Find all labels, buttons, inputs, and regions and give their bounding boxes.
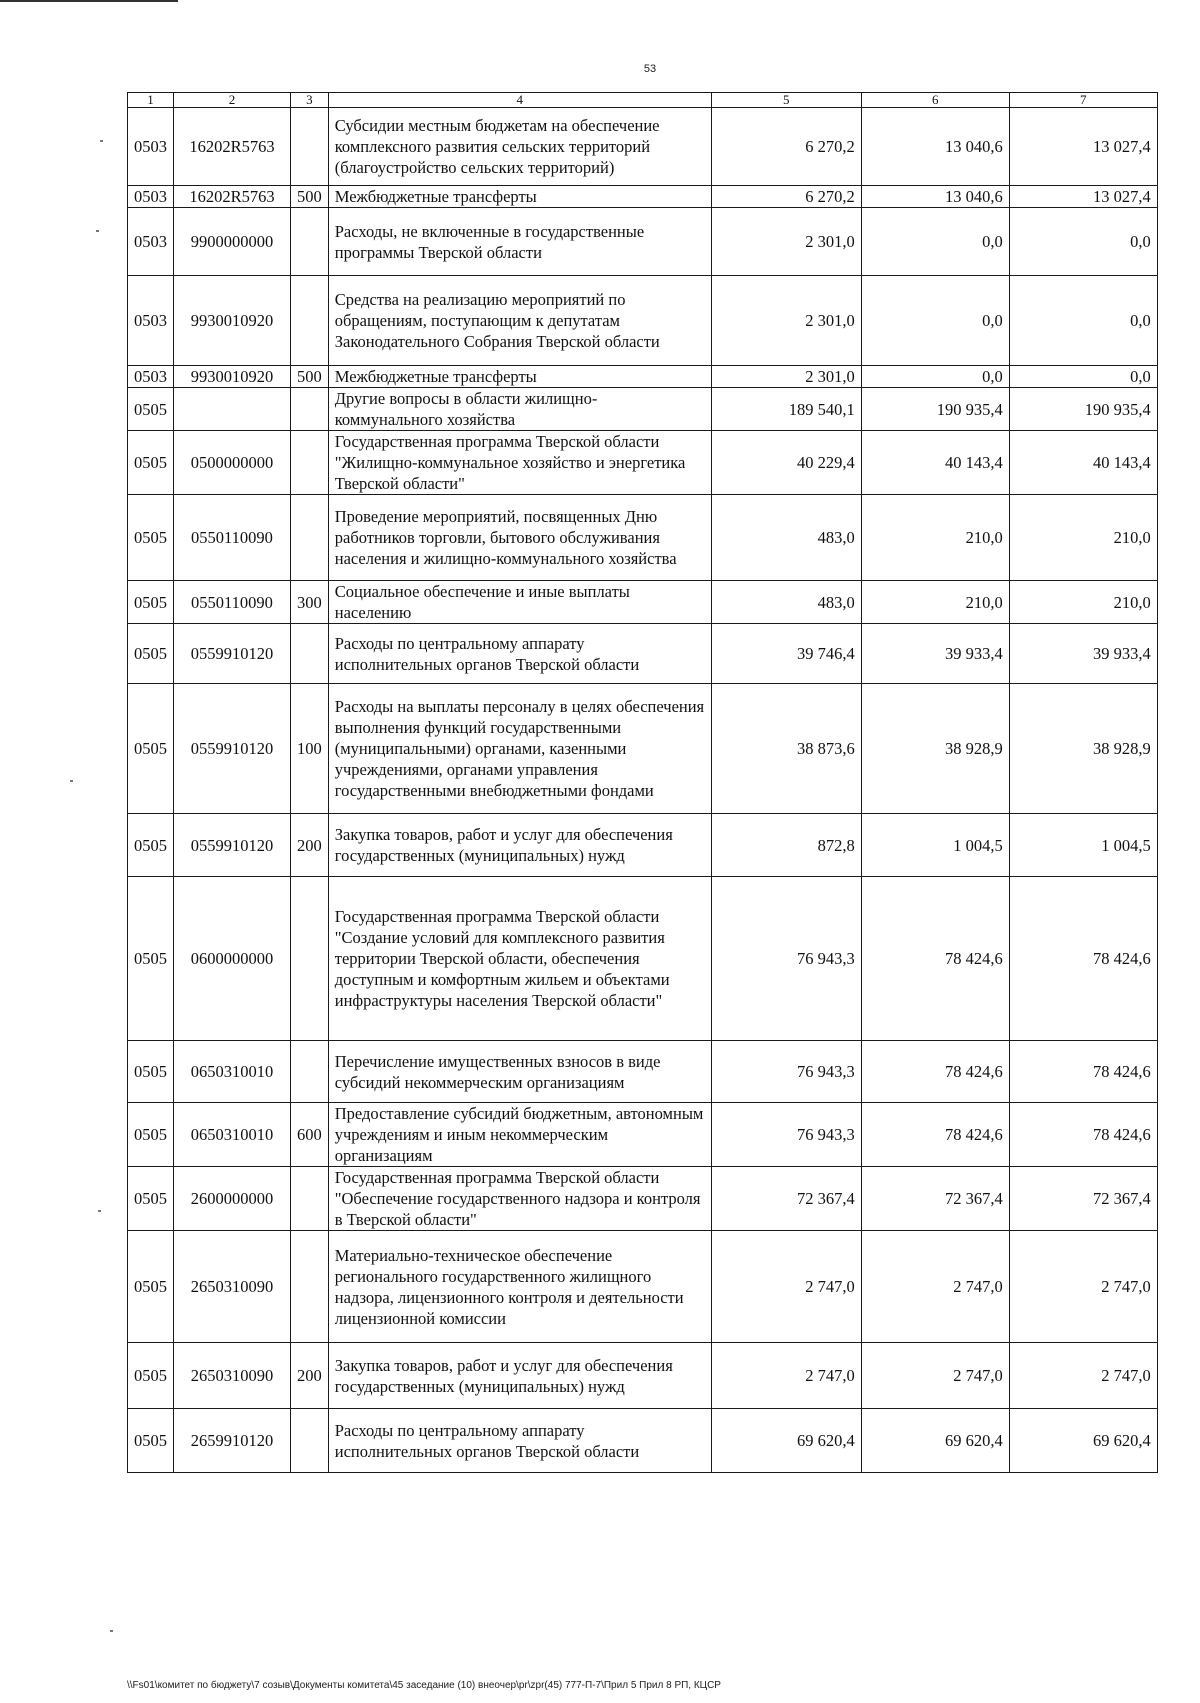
amount-col5-cell: 76 943,3 [711,1041,861,1103]
expense-type-cell [291,208,329,276]
description-cell: Субсидии местным бюджетам на обеспечение комплексного развития сельских территорий (благоустройство сельских территорий) [328,108,711,186]
target-article-cell: 0559910120 [174,624,291,684]
amount-col7-cell: 0,0 [1009,276,1157,366]
description-cell: Расходы, не включенные в государственные программы Тверской области [328,208,711,276]
target-article-cell: 0500000000 [174,431,291,495]
amount-col7-cell: 1 004,5 [1009,814,1157,877]
target-article-cell: 0559910120 [174,814,291,877]
amount-col6-cell: 13 040,6 [861,186,1009,208]
amount-col6-cell: 78 424,6 [861,1103,1009,1167]
target-article-cell: 0550110090 [174,495,291,581]
amount-col6-cell: 40 143,4 [861,431,1009,495]
description-cell: Закупка товаров, работ и услуг для обеспечения государственных (муниципальных) нужд [328,814,711,877]
expense-type-cell: 300 [291,581,329,624]
expense-type-cell [291,1041,329,1103]
section-code-cell: 0505 [128,581,174,624]
description-cell: Другие вопросы в области жилищно-коммунального хозяйства [328,388,711,431]
target-article-cell: 0650310010 [174,1103,291,1167]
table-row [128,388,1158,431]
table-row [128,208,1158,276]
column-header: 2 [174,93,291,108]
amount-col7-cell: 40 143,4 [1009,431,1157,495]
section-code-cell: 0505 [128,431,174,495]
target-article-cell: 0559910120 [174,684,291,814]
column-header: 3 [291,93,329,108]
amount-col7-cell: 0,0 [1009,208,1157,276]
expense-type-cell [291,624,329,684]
amount-col7-cell: 69 620,4 [1009,1409,1157,1473]
amount-col5-cell: 2 301,0 [711,276,861,366]
scan-speck [110,1630,113,1632]
description-cell: Расходы по центральному аппарату исполнительных органов Тверской области [328,1409,711,1473]
target-article-cell: 0650310010 [174,1041,291,1103]
amount-col7-cell: 2 747,0 [1009,1231,1157,1343]
table-row [128,495,1158,581]
amount-col7-cell: 0,0 [1009,366,1157,388]
section-code-cell: 0503 [128,366,174,388]
target-article-cell [174,388,291,431]
scan-speck [98,1210,101,1212]
amount-col7-cell: 78 424,6 [1009,1103,1157,1167]
section-code-cell: 0505 [128,1167,174,1231]
scan-speck [100,140,103,142]
table-row [128,1409,1158,1473]
amount-col6-cell: 2 747,0 [861,1343,1009,1409]
amount-col6-cell: 69 620,4 [861,1409,1009,1473]
amount-col5-cell: 69 620,4 [711,1409,861,1473]
description-cell: Материально-техническое обеспечение регионального государственного жилищного надзора, лицензионного контроля и деятельности лицензионной комиссии [328,1231,711,1343]
amount-col6-cell: 2 747,0 [861,1231,1009,1343]
description-cell: Предоставление субсидий бюджетным, автономным учреждениям и иным некоммерческим организациям [328,1103,711,1167]
amount-col5-cell: 189 540,1 [711,388,861,431]
amount-col6-cell: 1 004,5 [861,814,1009,877]
amount-col5-cell: 483,0 [711,495,861,581]
description-cell: Государственная программа Тверской области "Жилищно-коммунальное хозяйство и энергетика Тверской области" [328,431,711,495]
target-article-cell: 9900000000 [174,208,291,276]
expense-type-cell: 100 [291,684,329,814]
amount-col6-cell: 13 040,6 [861,108,1009,186]
amount-col7-cell: 13 027,4 [1009,186,1157,208]
column-header: 7 [1009,93,1157,108]
column-header: 6 [861,93,1009,108]
amount-col5-cell: 6 270,2 [711,108,861,186]
section-code-cell: 0505 [128,1041,174,1103]
scan-speck [70,780,73,782]
section-code-cell: 0503 [128,108,174,186]
section-code-cell: 0505 [128,877,174,1041]
description-cell: Государственная программа Тверской области "Создание условий для комплексного развития территории Тверской области, обеспечения доступным и комфортным жильем и объектами инфраструктуры населения Тверской области" [328,877,711,1041]
amount-col5-cell: 2 301,0 [711,208,861,276]
amount-col7-cell: 210,0 [1009,495,1157,581]
target-article-cell: 0600000000 [174,877,291,1041]
description-cell: Расходы на выплаты персоналу в целях обеспечения выполнения функций государственными (муниципальными) органами, казенными учреждениями, органами управления государственными внебюджетными фондами [328,684,711,814]
amount-col6-cell: 78 424,6 [861,877,1009,1041]
expense-type-cell [291,495,329,581]
amount-col5-cell: 72 367,4 [711,1167,861,1231]
amount-col6-cell: 0,0 [861,366,1009,388]
expense-type-cell [291,431,329,495]
amount-col5-cell: 2 301,0 [711,366,861,388]
amount-col6-cell: 190 935,4 [861,388,1009,431]
amount-col7-cell: 72 367,4 [1009,1167,1157,1231]
amount-col7-cell: 190 935,4 [1009,388,1157,431]
amount-col5-cell: 2 747,0 [711,1231,861,1343]
section-code-cell: 0505 [128,495,174,581]
amount-col6-cell: 78 424,6 [861,1041,1009,1103]
table-body [128,108,1158,1473]
section-code-cell: 0505 [128,814,174,877]
expense-type-cell [291,1231,329,1343]
table-row [128,108,1158,186]
expense-type-cell: 200 [291,1343,329,1409]
column-header: 1 [128,93,174,108]
target-article-cell: 9930010920 [174,366,291,388]
target-article-cell: 2600000000 [174,1167,291,1231]
expense-type-cell [291,877,329,1041]
target-article-cell: 2659910120 [174,1409,291,1473]
amount-col5-cell: 6 270,2 [711,186,861,208]
expense-type-cell [291,276,329,366]
table-row [128,581,1158,624]
page-number: 53 [643,63,657,75]
section-code-cell: 0505 [128,1231,174,1343]
section-code-cell: 0505 [128,388,174,431]
description-cell: Проведение мероприятий, посвященных Дню работников торговли, бытового обслуживания населения и жилищно-коммунального хозяйства [328,495,711,581]
section-code-cell: 0503 [128,276,174,366]
table-row [128,431,1158,495]
table-row [128,276,1158,366]
table-row [128,1041,1158,1103]
amount-col5-cell: 76 943,3 [711,1103,861,1167]
amount-col6-cell: 210,0 [861,495,1009,581]
table-row [128,1167,1158,1231]
amount-col5-cell: 76 943,3 [711,877,861,1041]
description-cell: Закупка товаров, работ и услуг для обеспечения государственных (муниципальных) нужд [328,1343,711,1409]
file-path-footer: \\Fs01\комитет по бюджету\7 созыв\Документы комитета\45 заседание (10) внеочер\pr\zpr(45) 777-П-7\Прил 5 Прил 8 РП, КЦСР [127,1680,721,1691]
table-row [128,186,1158,208]
table-row [128,877,1158,1041]
budget-table [127,92,1158,1473]
expense-type-cell [291,108,329,186]
section-code-cell: 0505 [128,1343,174,1409]
section-code-cell: 0505 [128,684,174,814]
table-row [128,1231,1158,1343]
column-header: 4 [328,93,711,108]
amount-col6-cell: 210,0 [861,581,1009,624]
amount-col5-cell: 39 746,4 [711,624,861,684]
section-code-cell: 0505 [128,624,174,684]
target-article-cell: 2650310090 [174,1343,291,1409]
amount-col6-cell: 38 928,9 [861,684,1009,814]
expense-type-cell: 200 [291,814,329,877]
expense-type-cell: 500 [291,186,329,208]
table-row [128,684,1158,814]
amount-col6-cell: 39 933,4 [861,624,1009,684]
top-rule [0,0,178,2]
amount-col7-cell: 210,0 [1009,581,1157,624]
section-code-cell: 0503 [128,208,174,276]
column-header: 5 [711,93,861,108]
table-row [128,1103,1158,1167]
section-code-cell: 0503 [128,186,174,208]
section-code-cell: 0505 [128,1409,174,1473]
expense-type-cell: 500 [291,366,329,388]
target-article-cell: 0550110090 [174,581,291,624]
amount-col7-cell: 39 933,4 [1009,624,1157,684]
amount-col5-cell: 38 873,6 [711,684,861,814]
description-cell: Социальное обеспечение и иные выплаты населению [328,581,711,624]
description-cell: Межбюджетные трансферты [328,366,711,388]
expense-type-cell [291,1167,329,1231]
expense-type-cell: 600 [291,1103,329,1167]
expense-type-cell [291,1409,329,1473]
table-row [128,624,1158,684]
table-header-row [128,93,1158,108]
amount-col7-cell: 78 424,6 [1009,877,1157,1041]
amount-col5-cell: 40 229,4 [711,431,861,495]
target-article-cell: 16202R5763 [174,108,291,186]
target-article-cell: 2650310090 [174,1231,291,1343]
section-code-cell: 0505 [128,1103,174,1167]
description-cell: Средства на реализацию мероприятий по обращениям, поступающим к депутатам Законодательного Собрания Тверской области [328,276,711,366]
table-row [128,1343,1158,1409]
description-cell: Расходы по центральному аппарату исполнительных органов Тверской области [328,624,711,684]
amount-col6-cell: 0,0 [861,276,1009,366]
amount-col6-cell: 0,0 [861,208,1009,276]
description-cell: Государственная программа Тверской области "Обеспечение государственного надзора и контроля в Тверской области" [328,1167,711,1231]
amount-col5-cell: 872,8 [711,814,861,877]
amount-col7-cell: 38 928,9 [1009,684,1157,814]
amount-col7-cell: 2 747,0 [1009,1343,1157,1409]
scan-speck [96,230,99,232]
amount-col5-cell: 483,0 [711,581,861,624]
target-article-cell: 16202R5763 [174,186,291,208]
amount-col7-cell: 13 027,4 [1009,108,1157,186]
amount-col5-cell: 2 747,0 [711,1343,861,1409]
description-cell: Перечисление имущественных взносов в виде субсидий некоммерческим организациям [328,1041,711,1103]
target-article-cell: 9930010920 [174,276,291,366]
expense-type-cell [291,388,329,431]
description-cell: Межбюджетные трансферты [328,186,711,208]
amount-col6-cell: 72 367,4 [861,1167,1009,1231]
table-row [128,366,1158,388]
amount-col7-cell: 78 424,6 [1009,1041,1157,1103]
table-row [128,814,1158,877]
